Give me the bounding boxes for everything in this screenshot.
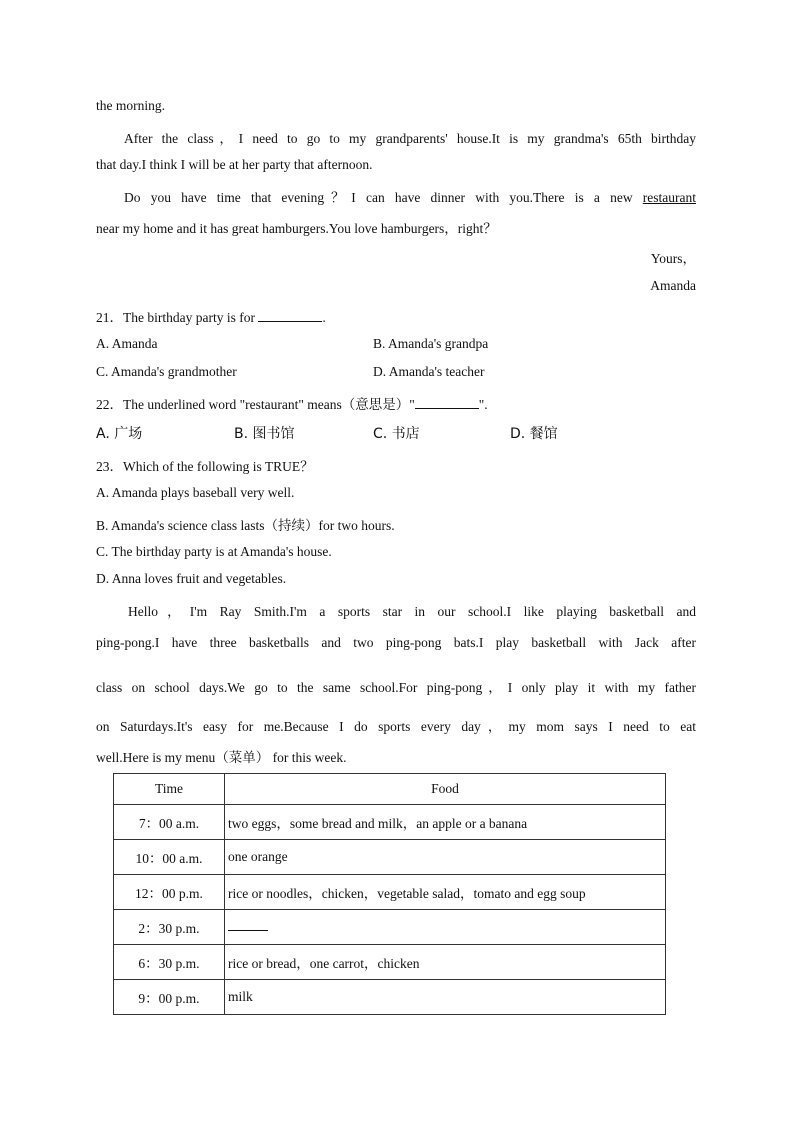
table-row [114,910,666,945]
food-cell: two eggs，some bread and milk，an apple or a banana [225,805,666,840]
option-c: C. The birthday party is at Amanda's house. [96,544,332,559]
option-a: A. Amanda [96,336,158,351]
time-cell: 7：00 a.m. [114,805,225,840]
food-cell-blank [225,910,666,945]
letter-line: After the class，I need to go to my grandparents' house.It is my grandma's 65th birthday [124,131,696,146]
question-23: 23．Which of the following is TRUE？ [96,459,314,474]
option-c: C. 书店 [373,426,420,442]
passage-line: on Saturdays.It's easy for me.Because I do sports every day，my mom says I need to eat [96,719,696,734]
table-header-row [114,774,666,805]
letter-line [124,186,696,206]
underlined-word: restaurant [642,190,696,205]
question-stem: 22．The underlined word "restaurant" means（意思是）" [96,397,415,412]
option-b: B. Amanda's science class lasts（持续）for two hours. [96,518,395,533]
letter-line: near my home and it has great hamburgers.You love hamburgers，right？ [96,221,497,236]
question-punct: . [322,310,326,325]
answer-blank [415,396,479,409]
passage-line: well.Here is my menu（菜单） for this week. [96,750,347,765]
option-d: D. 餐馆 [510,426,558,442]
food-cell: rice or bread，one carrot，chicken [225,945,666,980]
option-a: A. Amanda plays baseball very well. [96,485,295,500]
option-d: D. Anna loves fruit and vegetables. [96,571,287,586]
time-cell: 12：00 p.m. [114,875,225,910]
letter-closing: Yours， [650,251,696,266]
letter-line: the morning. [96,98,165,113]
table-row [114,875,666,910]
food-cell: one orange [225,840,666,875]
option-c: C. Amanda's grandmother [96,364,237,379]
time-cell: 2：30 p.m. [114,910,225,945]
table-row [114,980,666,1015]
passage-line: Hello，I'm Ray Smith.I'm a sports star in our school.I like playing basketball and [128,604,696,619]
option-a: A. 广场 [96,426,143,442]
time-cell: 10：00 a.m. [114,840,225,875]
question-punct: ". [478,397,488,412]
table-row [114,805,666,840]
table-row [114,840,666,875]
letter-signature: Amanda [650,278,696,293]
option-b: B. 图书馆 [234,426,295,442]
passage-line: ping-pong.I have three basketballs and two ping-pong bats.I play basketball with Jack after [96,635,696,650]
column-header-time: Time [114,774,225,805]
answer-blank [258,309,322,322]
letter-text: Do you have time that evening？I can have dinner with you.There is a new [124,190,643,205]
food-cell: milk [225,980,666,1015]
question-stem: 21．The birthday party is for [96,310,255,325]
letter-line: that day.I think I will be at her party that afternoon. [96,157,373,172]
table-row [114,945,666,980]
time-cell: 9：00 p.m. [114,980,225,1015]
question-21 [96,306,326,326]
menu-table [113,773,666,1015]
column-header-food: Food [225,774,666,805]
question-22 [96,393,488,413]
food-cell: rice or noodles，chicken，vegetable salad，tomato and egg soup [225,875,666,910]
option-b: B. Amanda's grandpa [373,336,489,351]
option-d: D. Amanda's teacher [373,364,485,379]
time-cell: 6：30 p.m. [114,945,225,980]
answer-blank [228,920,268,931]
passage-line: class on school days.We go to the same school.For ping-pong，I only play it with my father [96,680,696,695]
